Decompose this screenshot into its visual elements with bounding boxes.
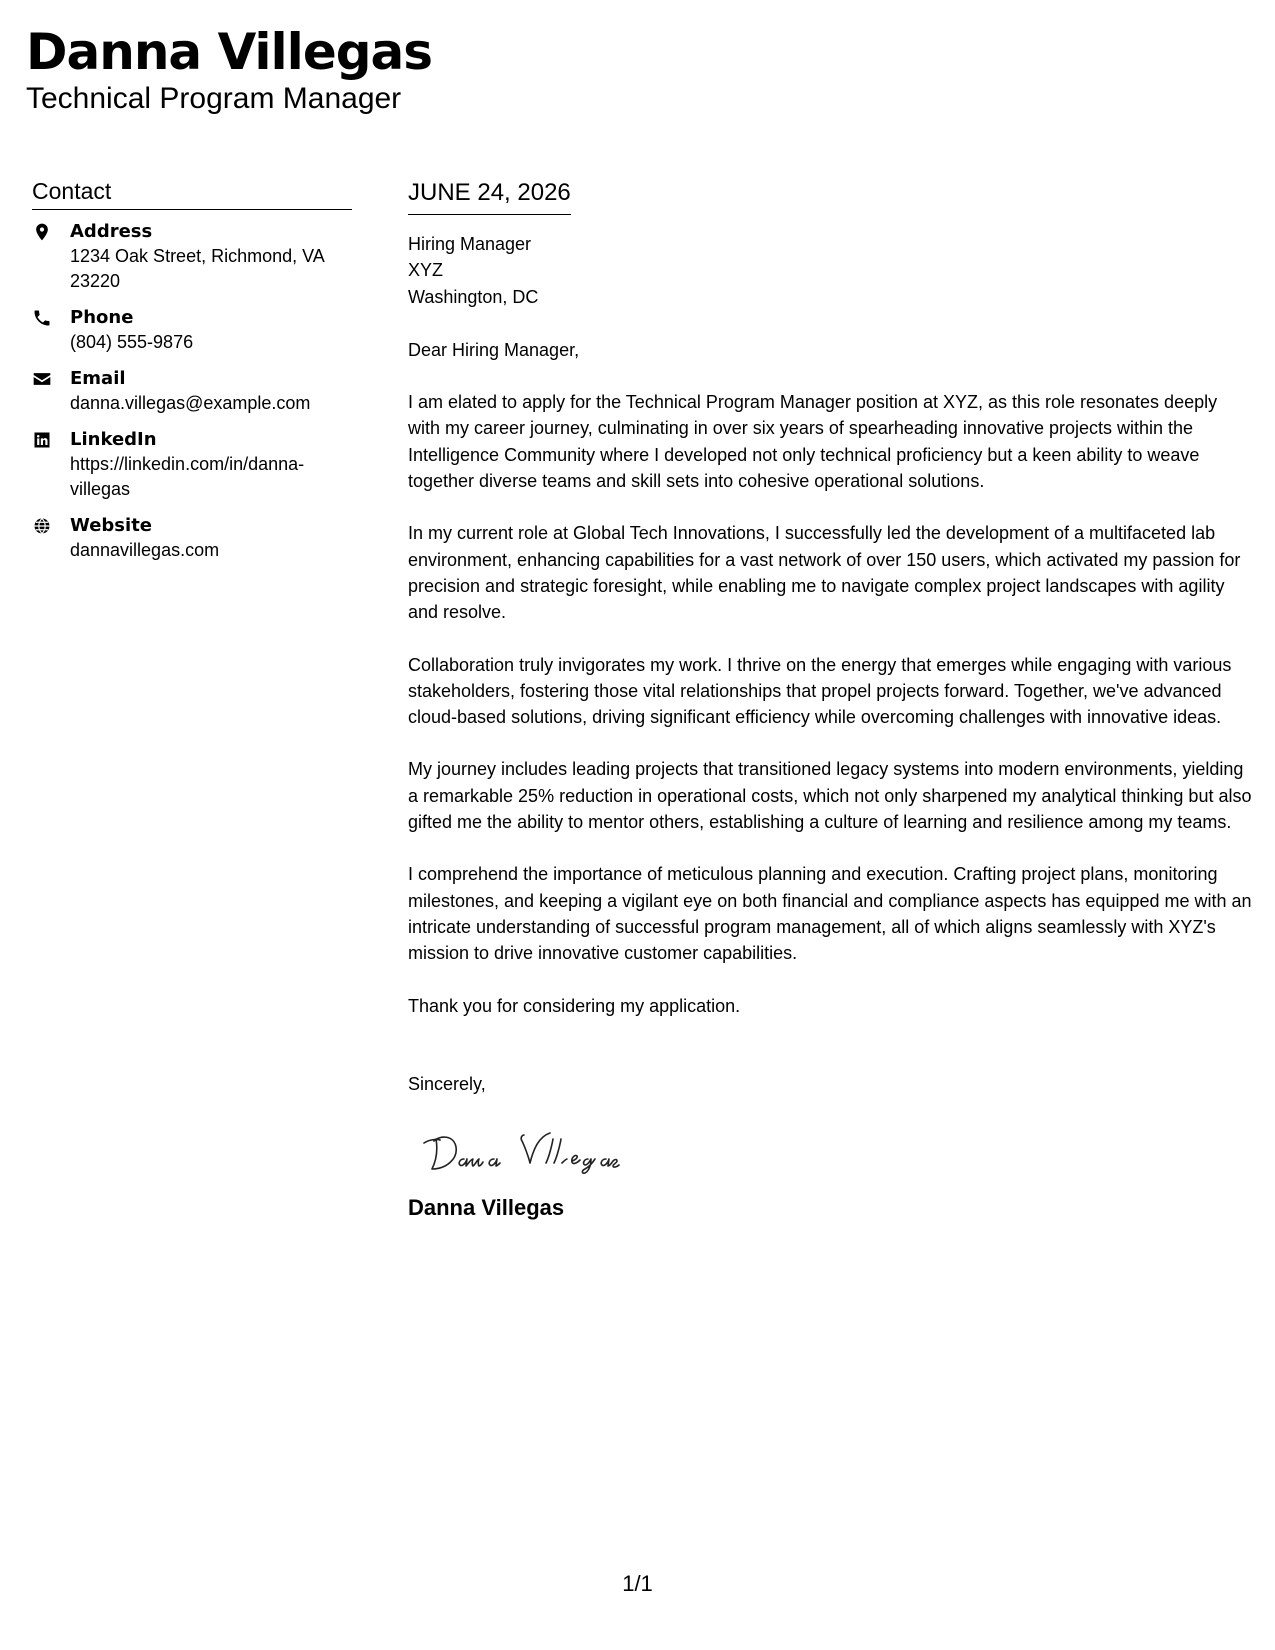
recipient-block — [408, 231, 1253, 310]
salutation: Dear Hiring Manager, — [408, 339, 580, 360]
contact-item-phone — [32, 306, 352, 355]
applicant-name: Danna Villegas — [26, 23, 433, 81]
header — [26, 22, 432, 116]
address-value: 1234 Oak Street, Richmond, VA 23220 — [70, 246, 324, 291]
letter-paragraph: I comprehend the importance of meticulous planning and execution. Crafting project plans, monitoring milestones, and keeping a vigilant eye on both financial and compliance aspects has equipped me with an intricate understanding of successful program management, all of which aligns seamlessly with XYZ's mission to drive innovative customer capabilities. — [408, 864, 1252, 964]
letter-paragraph: In my current role at Global Tech Innovations, I successfully led the development of a multifaceted lab environment, enhancing capabilities for a vast network of over 150 users, which activated my passion for precision and strategic foresight, while enabling me to navigate complex project landscapes with agility and resolve. — [408, 523, 1241, 623]
email-label: Email — [70, 368, 126, 389]
letter-paragraph: Thank you for considering my application. — [408, 995, 741, 1016]
linkedin-value: https://linkedin.com/in/danna-villegas — [70, 454, 305, 499]
envelope-icon — [32, 367, 70, 389]
website-label: Website — [70, 515, 153, 536]
letter-paragraph: I am elated to apply for the Technical Program Manager position at XYZ, as this role resonates deeply with my career journey, culminating in over six years of spearheading innovative projects within the Intelligence Community where I developed not only technical proficiency but a keen ability to weave together diverse teams and skill sets into cohesive operational solutions. — [408, 392, 1218, 492]
job-title: Technical Program Manager — [26, 82, 402, 115]
linkedin-label: LinkedIn — [70, 429, 157, 450]
contact-item-address — [32, 220, 352, 294]
recipient-line: Hiring Manager — [408, 234, 532, 254]
recipient-line: XYZ — [408, 260, 444, 281]
phone-label: Phone — [70, 307, 134, 328]
website-value: dannavillegas.com — [70, 540, 220, 560]
page-number: 1/1 — [622, 1571, 653, 1596]
contact-item-email — [32, 367, 352, 416]
closing: Sincerely, — [408, 1073, 486, 1094]
address-label: Address — [70, 221, 153, 242]
letter-body — [408, 176, 1253, 1223]
contact-sidebar — [32, 176, 352, 575]
phone-icon — [32, 306, 70, 328]
letter-paragraph: Collaboration truly invigorates my work. I thrive on the energy that emerges while engaging with various stakeholders, fostering those vital relationships that propel projects forward. Together, we've advanced cloud-based solutions, driving significant efficiency while overcoming challenges with innovative ideas. — [408, 654, 1232, 728]
contact-heading: Contact — [32, 176, 352, 210]
map-pin-icon — [32, 220, 70, 242]
handwritten-signature — [420, 1121, 1253, 1181]
contact-item-website — [32, 514, 352, 563]
signed-name: Danna Villegas — [408, 1195, 565, 1221]
letter-date: JUNE 24, 2026 — [408, 176, 571, 215]
phone-value: (804) 555-9876 — [70, 332, 194, 352]
globe-icon — [32, 514, 70, 536]
recipient-line: Washington, DC — [408, 286, 539, 307]
letter-paragraph: My journey includes leading projects that transitioned legacy systems into modern environments, yielding a remarkable 25% reduction in operational costs, which not only sharpened my analytical thinking but also gifted me the ability to mentor others, establishing a culture of learning and resilience among my teams. — [408, 759, 1252, 833]
contact-item-linkedin — [32, 428, 352, 502]
linkedin-icon — [32, 428, 70, 450]
email-value: danna.villegas@example.com — [70, 393, 311, 413]
